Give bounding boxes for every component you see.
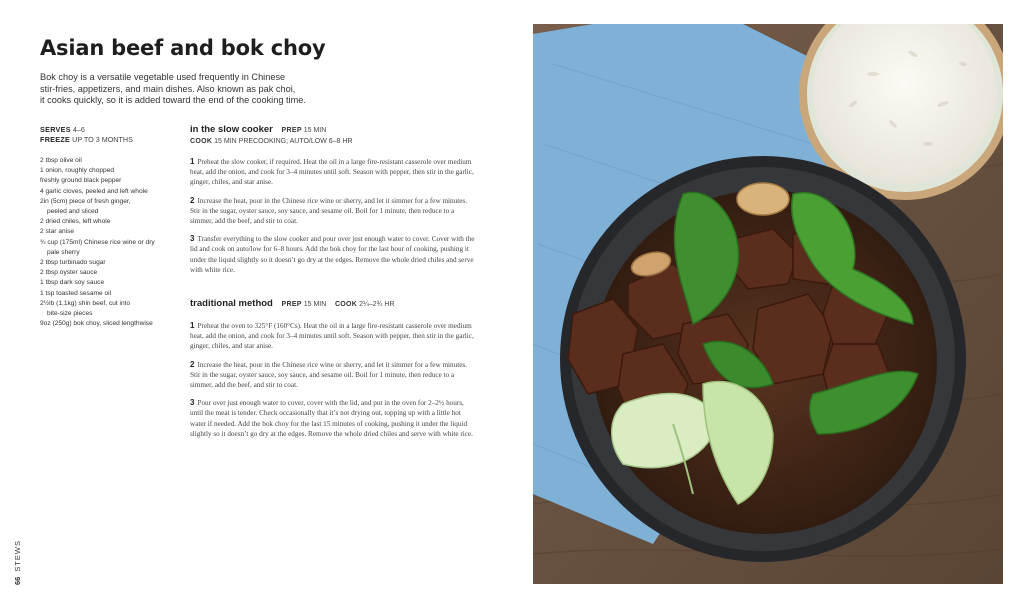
- section-name: STEWS: [13, 539, 22, 572]
- food-photo-illustration: [533, 24, 1003, 584]
- page-folio: [13, 539, 27, 585]
- step-text: Increase the heat, pour in the Chinese rice wine or sherry, and let it simmer for a few minutes. Stir in the sugar, oyster sauce, soy sauce, and sesame oil. Boil for 1 minute, then reduce to a simmer, add the beef, and stir to coat.: [190, 360, 468, 390]
- intro-line: it cooks quickly, so it is added toward the end of the cooking time.: [40, 95, 306, 105]
- step-number: 1: [190, 157, 195, 166]
- ingredient-item: 9oz (250g) bok choy, sliced lengthwise: [40, 320, 153, 328]
- cook-value: 15 MIN PRECOOKING; AUTO/LOW 6–8 HR: [214, 138, 353, 145]
- intro-line: Bok choy is a versatile vegetable used frequently in Chinese: [40, 72, 286, 82]
- freeze-line: [40, 135, 133, 145]
- step-number: 2: [190, 359, 195, 369]
- serves-freeze-info: [40, 125, 133, 145]
- step-text: Pour over just enough water to cover, cover with the lid, and put in the oven for 2–2½ hours, until the meat is tender. Check occasionally that it’s not drying out, topping up with a little hot water if needed. Add the bok choy for the last 15 minutes of cooking, pushing it under the liquid slightly so it doesn’t go dry at the edges. Remove the whole dried chiles and serve with white rice.: [190, 399, 473, 438]
- prep-value: 15 MIN: [303, 127, 327, 134]
- prep-value: 15 MIN: [303, 301, 327, 308]
- ingredient-item: 1 onion, roughly chopped: [40, 167, 115, 175]
- folio-text: [13, 540, 22, 585]
- step-number: 3: [190, 234, 195, 244]
- freeze-value: UP TO 3 MONTHS: [72, 135, 133, 144]
- step-number: 3: [190, 398, 195, 408]
- cook-label: COOK: [190, 138, 213, 145]
- traditional-step-1: [190, 321, 475, 352]
- cook-label: COOK: [334, 301, 358, 308]
- ingredient-item: 2 dried chiles, left whole: [40, 218, 111, 226]
- intro-line: stir-fries, appetizers, and main dishes. Also known as pak choi,: [40, 83, 296, 94]
- traditional-method: [190, 298, 475, 447]
- traditional-cook: [335, 301, 395, 308]
- slow-cooker-cook: [190, 137, 475, 147]
- slow-cooker-prep: [282, 127, 327, 134]
- garlic-clove: [737, 183, 789, 215]
- traditional-heading-row: [190, 298, 475, 311]
- slow-cooker-step-1: [190, 157, 475, 188]
- step-text: Preheat the slow cooker, if required. Heat the oil in a large fire-resistant casserole over medium heat, add the onion, and cook for 3–4 minutes until soft. Season with pepper, then stir in the garlic, ginger, chiles, and star anise.: [190, 158, 474, 187]
- ingredient-item: 2½lb (1.1kg) shin beef, cut into: [40, 299, 131, 307]
- traditional-step-3: [190, 398, 475, 439]
- recipe-title: Asian beef and bok choy: [40, 36, 326, 60]
- slow-cooker-heading-row: [190, 124, 475, 137]
- slow-cooker-heading: in the slow cooker: [190, 124, 273, 135]
- cook-value: 2¼–2¾ HR: [359, 301, 395, 308]
- prep-label: PREP: [281, 301, 302, 308]
- slow-cooker-method: [190, 124, 475, 283]
- ingredient-item: 2in (5cm) piece of fresh ginger,: [40, 197, 131, 205]
- traditional-heading: traditional method: [190, 298, 273, 309]
- slow-cooker-step-3: [190, 234, 475, 275]
- ingredient-item: pale sherry: [47, 248, 80, 256]
- step-text: Preheat the oven to 325°F (160°Cs). Heat the oil in a large fire-resistant casserole over medium heat, add the onion, and cook for 3–4 minutes until soft. Season with pepper, then stir in the garlic, ginger, chiles, and star anise.: [190, 322, 474, 351]
- ingredient-item: 2 tbsp turbinado sugar: [40, 259, 106, 267]
- step-text: Transfer everything to the slow cooker and pour over just enough water to cover. Cover with the lid and cook on auto/low for 6–8 hours. Add the bok choy for the last hour of cooking, pushing it under the liquid slightly so it doesn’t go dry at the edges. Remove the whole dried chiles and serve with white rice.: [190, 235, 475, 274]
- serves-line: [40, 125, 133, 135]
- ingredient-item: 1 tbsp dark soy sauce: [40, 279, 105, 287]
- traditional-step-2: [190, 360, 475, 391]
- step-number: 1: [190, 321, 195, 330]
- ingredients-list: [40, 156, 180, 329]
- ingredient-item: 1 tsp toasted sesame oil: [40, 289, 112, 297]
- recipe-intro: [40, 72, 350, 107]
- slow-cooker-step-2: [190, 196, 475, 227]
- serves-value: 4–6: [72, 125, 85, 134]
- ingredient-item: ¾ cup (175ml) Chinese rice wine or dry: [40, 238, 155, 246]
- step-number: 2: [190, 195, 195, 205]
- traditional-prep: [282, 301, 327, 308]
- food-photo: [533, 24, 1003, 584]
- prep-label: PREP: [281, 127, 302, 134]
- freeze-label: FREEZE: [40, 135, 71, 144]
- ingredient-item: 2 tbsp olive oil: [40, 157, 82, 164]
- ingredient-item: freshly ground black pepper: [40, 177, 122, 185]
- ingredient-item: 2 star anise: [40, 228, 75, 236]
- ingredient-item: 2 tbsp oyster sauce: [40, 269, 98, 277]
- ingredient-item: peeled and sliced: [47, 208, 99, 216]
- step-text: Increase the heat, pour in the Chinese rice wine or sherry, and let it simmer for a few minutes. Stir in the sugar, oyster sauce, soy sauce, and sesame oil. Boil for 1 minute, then reduce to a simmer, add the beef, and stir to coat.: [190, 196, 468, 226]
- ingredient-item: bite-size pieces: [47, 310, 93, 318]
- ingredient-item: 4 garlic cloves, peeled and left whole: [40, 187, 148, 195]
- serves-label: SERVES: [40, 125, 71, 134]
- page-number: 66: [13, 576, 22, 585]
